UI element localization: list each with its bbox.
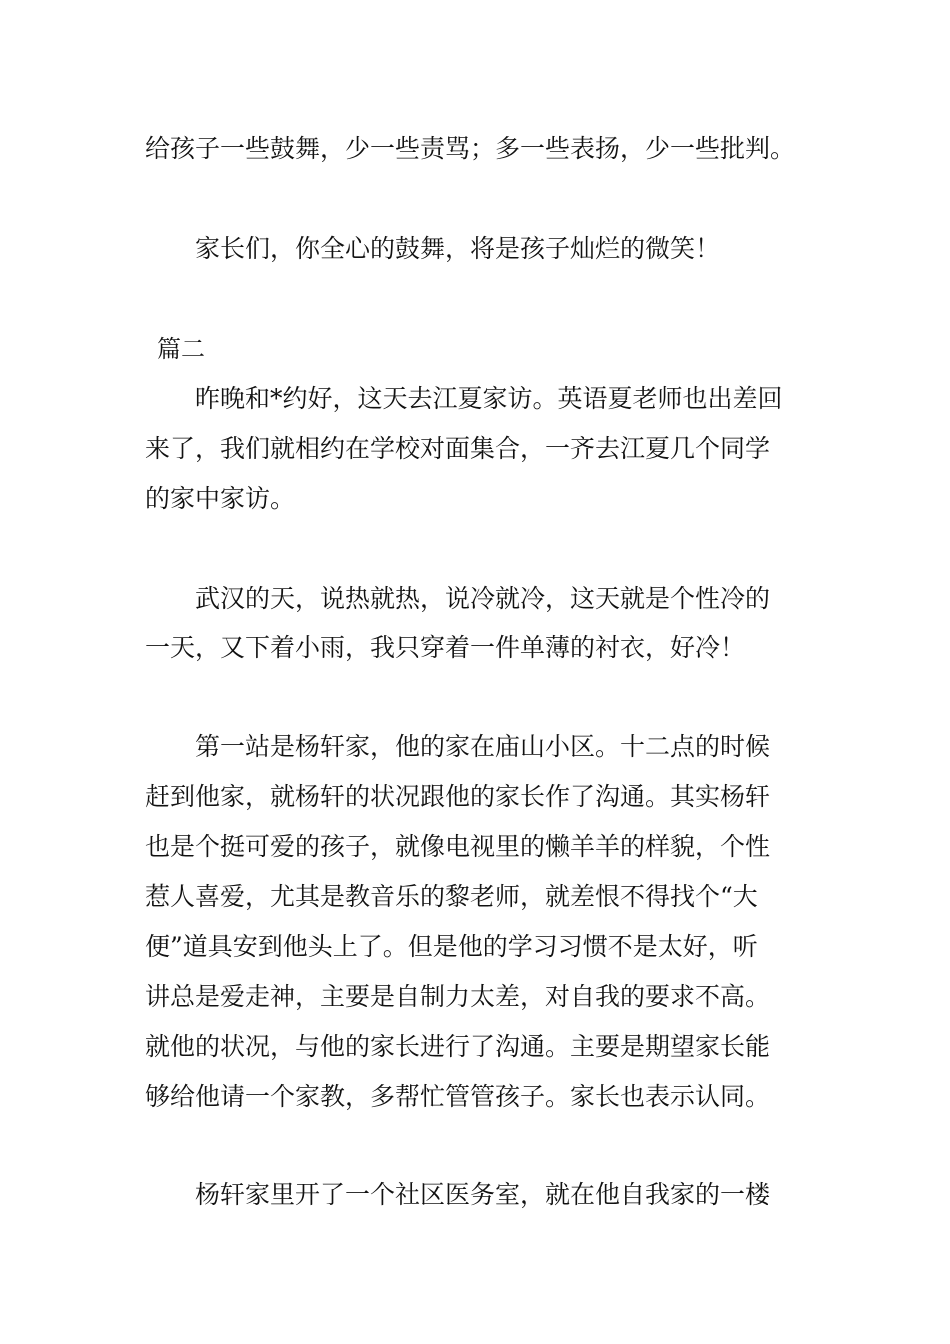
paragraph-line: 来了，我们就相约在学校对面集合，一齐去江夏几个同学 (145, 434, 771, 463)
paragraph-line: 武汉的天，说热就热，说冷就冷，这天就是个性冷的 (145, 584, 771, 613)
paragraph-line: 够给他请一个家教，多帮忙管管孩子。家长也表示认同。 (145, 1082, 771, 1111)
paragraph-line: 给孩子一些鼓舞，少一些责骂；多一些表扬，少一些批判。 (145, 134, 796, 163)
paragraph-line: 便”道具安到他头上了。但是他的学习习惯不是太好，听 (145, 932, 758, 961)
paragraph-line: 讲总是爱走神，主要是自制力太差，对自我的要求不高。 (145, 982, 771, 1011)
paragraph-line: 一天，又下着小雨，我只穿着一件单薄的衬衣，好冷！ (145, 633, 746, 662)
paragraph-line: 赶到他家，就杨轩的状况跟他的家长作了沟通。其实杨轩 (145, 782, 771, 811)
section-heading: 篇二 (157, 335, 205, 363)
paragraph-line: 的家中家访。 (145, 484, 296, 513)
paragraph-line: 昨晚和*约好，这天去江夏家访。英语夏老师也出差回 (145, 384, 783, 413)
paragraph-line: 惹人喜爱，尤其是教音乐的黎老师，就差恨不得找个“大 (145, 882, 758, 911)
paragraph-line: 就他的状况，与他的家长进行了沟通。主要是期望家长能 (145, 1032, 771, 1061)
paragraph-line: 也是个挺可爱的孩子，就像电视里的懒羊羊的样貌，个性 (145, 832, 771, 861)
paragraph-line: 家长们，你全心的鼓舞，将是孩子灿烂的微笑！ (145, 234, 721, 263)
paragraph-line: 杨轩家里开了一个社区医务室，就在他自我家的一楼 (145, 1180, 771, 1209)
paragraph-line: 第一站是杨轩家，他的家在庙山小区。十二点的时候 (145, 732, 771, 761)
